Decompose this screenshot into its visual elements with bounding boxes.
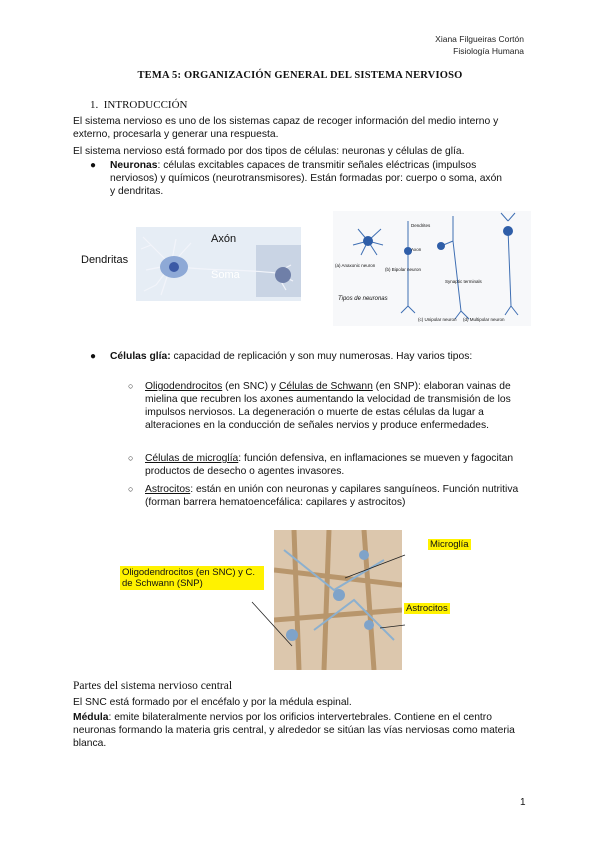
fig2-label-axon: Axon [411,247,422,252]
bullet-glia [90,350,530,363]
fig2-label-b: (b) Bipolar neuron [385,267,422,272]
section-title: INTRODUCCIÓN [103,99,188,111]
microglia-figure-label: Microglía [430,539,469,550]
header-author: Xiana Filgueiras Cortón [435,34,524,44]
sub-bullet-circle: ○ [128,484,134,494]
page-title: TEMA 5: ORGANIZACIÓN GENERAL DEL SISTEMA NERVIOSO [137,70,463,81]
microglia-term: Células de microglía [145,453,239,464]
soma-label: Soma [211,269,240,281]
astrocitos-figure-label: Astrocitos [406,603,448,614]
glia-term: Células glía: [110,351,171,362]
oligo-connector: (en SNC) y [222,381,279,392]
axon-label: Axón [211,233,237,245]
medula-term: Médula [73,712,109,723]
fig2-label-d: (d) Multipolar neuron [463,317,505,322]
intro-paragraph-1: El sistema nervioso es uno de los sistemas capaz de recoger información del medio interno y externo, procesarla y generar una respuesta. [73,116,499,140]
neuron-types-figure [333,211,531,326]
intro-paragraph-2: El sistema nervioso está formado por dos tipos de células: neuronas y células de glía. [73,146,465,157]
fig2-caption: Tipos de neuronas [338,296,388,302]
oligo-term: Oligodendrocitos [145,381,223,392]
header-subject: Fisiología Humana [453,46,524,56]
snc-paragraph-1: El SNC está formado por el encéfalo y por la médula espinal. [73,697,352,708]
bullet-neuronas [90,159,510,198]
page-number: 1 [520,797,526,808]
oligo-text: (en SNP): elaboran vainas de mielina que recubren los axones aumentando la velocidad de transmisión de los impulsos nerviosos. La degeneración o muerte de estas células da lugar a alteraciones en la conducción de señales nervios y produce enfermedades. [145,381,511,431]
fig2-label-a: (a) Anaxonic neuron [335,263,376,268]
header [435,33,524,57]
sub-bullet-circle: ○ [128,453,134,463]
glia-item-oligodendrocitos [128,380,523,432]
medula-text: : emite bilateralmente nervios por los orificios intervertebrales. Contiene en el centro neuronas formando la materia gris central, y alrededor se sitúan las vías nerviosas como materia blanca. [73,712,515,749]
neuronas-term: Neuronas [110,160,158,171]
section-heading-2: Partes del sistema nervioso central [73,680,233,692]
glia-item-astrocitos [128,483,523,509]
medula-paragraph [73,711,533,750]
bullet-dot: ● [90,351,97,362]
sub-bullet-circle: ○ [128,381,134,391]
neuron-figure [81,225,311,305]
fig2-label-synaptic: Synaptic terminals [445,279,482,284]
fig2-label-dendrites: Dendrites [411,223,431,228]
glia-item-microglia [128,452,523,478]
section-number: 1. [90,99,99,111]
microglia-text: : función defensiva, en inflamaciones se mueven y fagocitan productos de desecho o agentes invasores. [145,453,514,477]
astrocitos-text: : están en unión con neuronas y capilares sanguíneos. Función nutritiva (forman barrera hematoencefálica: capilares y astrocitos) [145,484,519,508]
neuron-types-illustration [333,211,531,326]
glia-text: capacidad de replicación y son muy numerosas. Hay varios tipos: [170,351,473,362]
neuronas-text: : células excitables capaces de transmitir señales eléctricas (impulsos nerviosos) y químicos (neurotransmisores). Están formadas por: cuerpo o soma, axón y dendritas. [110,160,503,197]
bullet-dot: ● [90,160,97,171]
astrocitos-term: Astrocitos [145,484,191,495]
oligo-figure-label: Oligodendrocitos (en SNC) y C. de Schwann (SNP) [120,566,264,590]
fig2-label-c: (c) Unipolar neuron [418,317,457,322]
schwann-term: Células de Schwann [278,381,373,392]
dendritas-label: Dendritas [81,254,129,266]
section-heading-1 [90,99,187,111]
